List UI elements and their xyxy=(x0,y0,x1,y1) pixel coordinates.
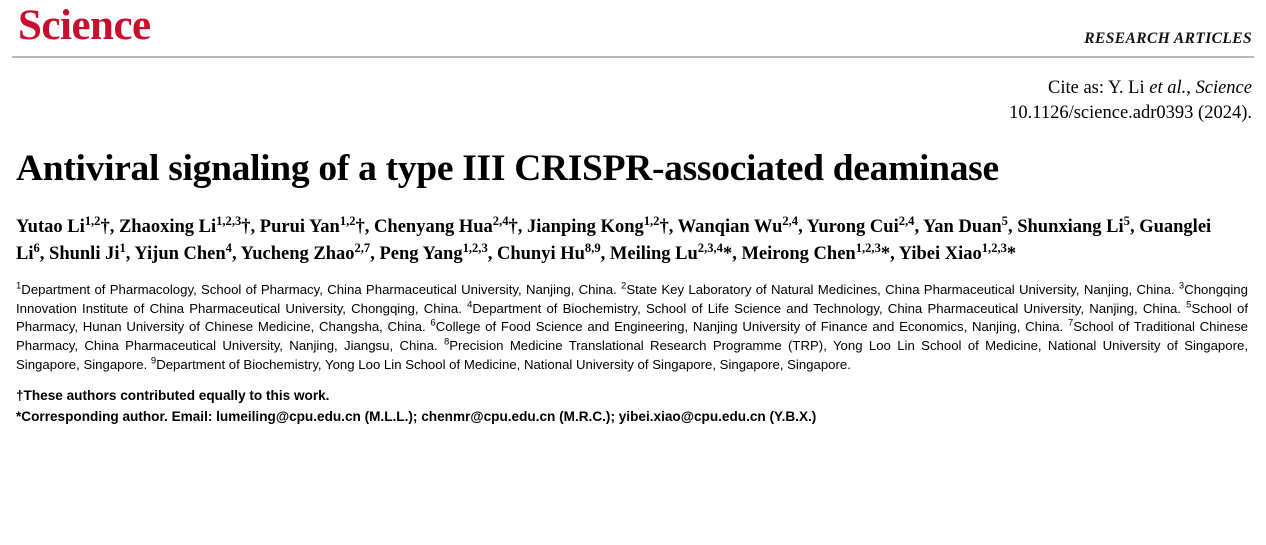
science-logo: Science xyxy=(18,2,151,49)
author-list: Yutao Li$^{1,2}$†, Zhaoxing Li$^{1,2,3}$†, Purui Yan$^{1,2}$†, Chenyang Hua$^{2,4}$†, Jianping Kong$^{1,2}$†, Wanqian Wu$^{2,4}$, Yurong Cui$^{2,4}$, Yan Duan$^5$, Shunxiang Li$^5$, Guanglei Li$^6$, Shunli Ji$^1$, Yijun Chen$^4$, Yucheng Zhao$^{2,7}$, Peng Yang$^{1,2,3}$, Chunyi Hu$^{8,9}$, Meiling Lu$^{2,3,4}$*, Meirong Chen$^{1,2,3}$*, Yibei Xiao$^{1,2,3}$* xyxy=(16,214,1212,264)
citation-comma: , xyxy=(1186,78,1196,98)
citation-block xyxy=(12,76,1254,126)
affiliations: $^1$Department of Pharmacology, School of Pharmacy, China Pharmaceutical University, Nanjing, China. $^2$State Key Laboratory of Natural Medicines, China Pharmaceutical University, Nanjing, China. $^3$Chongqing Innovation Institute of China Pharmaceutical University, Chongqing, China. $^4$Department of Biochemistry, School of Life Science and Technology, China Pharmaceutical University, Nanjing, China. $^5$School of Pharmacy, Hunan University of Chinese Medicine, Changsha, China. $^6$College of Food Science and Engineering, Nanjing University of Finance and Economics, Nanjing, China. $^7$School of Traditional Chinese Pharmacy, China Pharmaceutical University, Nanjing, Jiangsu, China. $^8$Precision Medicine Translational Research Programme (TRP), Yong Loo Lin School of Medicine, National University of Singapore, Singapore, Singapore. $^9$Department of Biochemistry, Yong Loo Lin School of Medicine, National University of Singapore, Singapore, Singapore. xyxy=(16,280,1249,372)
citation-etal: et al. xyxy=(1149,78,1187,98)
citation-line-1 xyxy=(12,76,1252,101)
corresponding-author-note: *Corresponding author. Email: lumeiling@cpu.edu.cn (M.L.L.); chenmr@cpu.edu.cn (M.R.C.); yibei.xiao@cpu.edu.cn (Y.B.X.) xyxy=(16,409,817,425)
citation-journal: Science xyxy=(1195,78,1252,98)
citation-prefix: Cite as: Y. Li xyxy=(1048,78,1150,98)
section-label: RESEARCH ARTICLES xyxy=(1084,30,1252,47)
page-title: Antiviral signaling of a type III CRISPR-associated deaminase xyxy=(16,147,999,189)
equal-contribution-note: †These authors contributed equally to this work. xyxy=(16,387,330,403)
citation-doi: 10.1126/science.adr0393 (2024). xyxy=(1009,102,1252,123)
masthead xyxy=(12,0,1254,48)
masthead-divider xyxy=(12,56,1254,58)
author-notes xyxy=(12,385,1254,429)
